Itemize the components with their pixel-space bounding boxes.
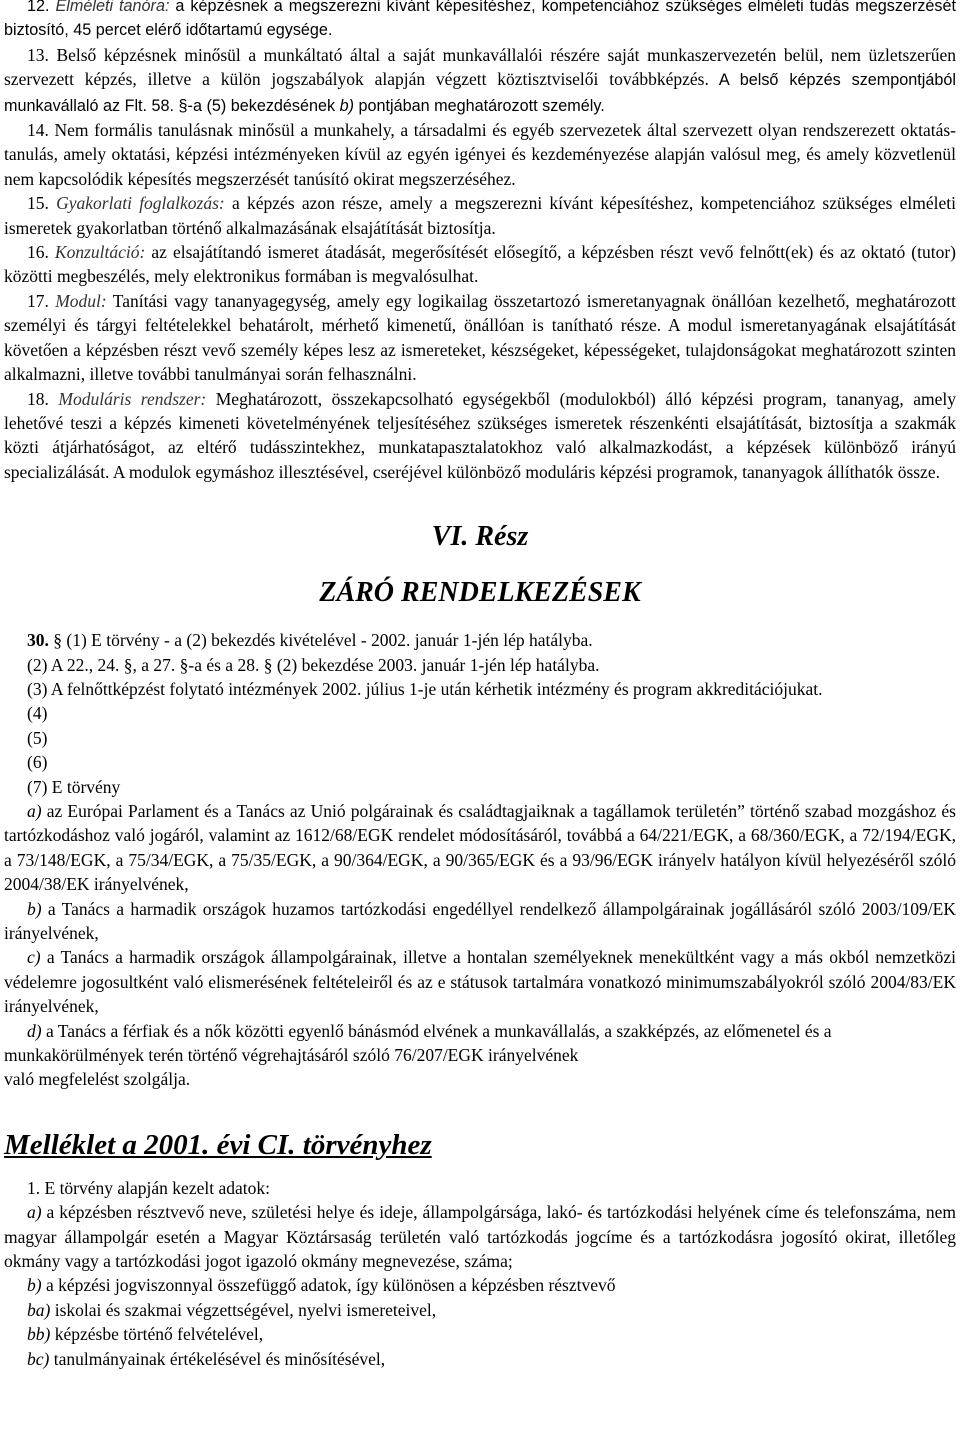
definition-text: a képzésnek a megszerezni kívánt képesítéshez, kompetenciához szükséges elméleti tudás megszerzését biztosító, 45 percet elérő időtartamú egysége. bbox=[4, 0, 956, 40]
definition-16 bbox=[4, 240, 956, 289]
item-number: 13. bbox=[27, 44, 49, 65]
point-label: b) bbox=[339, 96, 355, 115]
section-30-point-d bbox=[4, 1019, 956, 1068]
section-30-line-2: (2) A 22., 24. §, a 27. §-a és a 28. § (2) bekezdése 2003. január 1-jén lép hatályba. bbox=[27, 654, 600, 675]
section-30-line-6: (6) bbox=[27, 752, 48, 773]
section-30-point-c bbox=[4, 945, 956, 1018]
annex-point-b bbox=[4, 1273, 956, 1297]
definition-text: Meghatározott, összekapcsolható egységekből (modulokból) álló képzési program, tananyag, amely lehetővé teszi a képzés kimeneti követelményének teljesítéséhez szükséges ismeretek részenkénti elsajátítását, biztosítja a szakmák közti átjárhatóságot, az eltérő tudásszintekhez, munkatapasztalatokhoz való alkalmazkodást, a képzések különböző irányú specializálását. A modulok egymáshoz illesztésével, cseréjével különböző moduláris képzési programok, tananyagok állíthatók össze. bbox=[4, 388, 956, 482]
definition-text: Nem formális tanulásnak minősül a munkahely, a társadalmi és egyéb szervezetek által szervezett olyan rendszerezett oktatás-tanulás, amely oktatási, képzési intézményeken kívül az egyén igényei és kezdeményezése alapján valósul meg, és amely közvetlenül nem kapcsolódik képesítés megszerzését tanúsító okirat megszerzéséhez. bbox=[4, 120, 956, 189]
defined-term: Moduláris rendszer: bbox=[58, 388, 207, 409]
definition-17 bbox=[4, 289, 956, 387]
annex-point-ba bbox=[4, 1298, 956, 1322]
definition-14 bbox=[4, 118, 956, 191]
point-label: b) bbox=[27, 898, 42, 919]
definition-15 bbox=[4, 191, 956, 240]
item-number: 12. bbox=[27, 0, 50, 15]
point-text: a Tanács a férfiak és a nők közötti egyenlő bánásmód elvének a munkavállalás, a szakképzés, az előmenetel és a munkakörülmények terén történő végrehajtásáról szóló 76/207/EGK irányelvének bbox=[4, 1020, 832, 1066]
definition-text-part: pontjában meghatározott személy. bbox=[354, 96, 605, 115]
point-text: az Európai Parlament és a Tanács az Unió polgárainak és családtagjaiknak a tagállamok területén” történő szabad mozgáshoz és tartózkodáshoz való jogáról, valamint az 1612/68/EGK rendelet módosításáról, továbbá a 64/221/EGK, a 68/360/EGK, a 72/194/EGK, a 73/148/EGK, a 75/34/EGK, a 75/35/EGK, a 90/364/EGK, a 90/365/EGK és a 93/96/EGK irányelv hatályon kívül helyezéséről szóló 2004/38/EK irányelvének, bbox=[4, 800, 956, 895]
point-text: képzésbe történő felvételével, bbox=[50, 1324, 264, 1345]
item-number: 18. bbox=[27, 388, 49, 409]
annex-line-1: 1. E törvény alapján kezelt adatok: bbox=[27, 1177, 270, 1198]
definition-text-part: A belső képzés szempontjából munkavállaló az Flt. 58. §-a (5) bekezdésének bbox=[4, 71, 956, 115]
item-number: 17. bbox=[27, 290, 49, 311]
defined-term: Modul: bbox=[55, 290, 107, 311]
section-30-line-4: (4) bbox=[27, 703, 48, 724]
annex-point-bb bbox=[4, 1322, 956, 1346]
section-30-closing: való megfelelést szolgálja. bbox=[4, 1069, 191, 1090]
point-label: a) bbox=[27, 1202, 42, 1223]
defined-term: Konzultáció: bbox=[54, 242, 146, 263]
point-label: d) bbox=[27, 1020, 42, 1041]
part-subtitle: ZÁRÓ RENDELKEZÉSEK bbox=[319, 577, 641, 609]
definition-text: az elsajátítandó ismeret átadását, megerősítését elősegítő, a képzésben részt vevő felnőtt(ek) és az oktató (tutor) közötti megbeszélés, mely elektronikus formában is megvalósulhat. bbox=[4, 242, 956, 287]
section-30-point-a bbox=[4, 799, 956, 897]
section-30-line-5: (5) bbox=[27, 727, 48, 748]
point-label: bb) bbox=[27, 1324, 51, 1345]
definition-text: Tanítási vagy tananyagegység, amely egy logikailag összetartozó ismeretanyagnak önállóan kezelhető, meghatározott személyi és tárgyi feltételekkel behatárolt, mérhető kimenetű, önállóan is tanítható része. A modul ismeretanyagának elsajátítását követően a képzésben részt vevő személy képes lesz az ismereteket, készségeket, képességeket, tulajdonságokat meghatározott szinten alkalmazni, illetve további tanulmányai során felhasználni. bbox=[4, 290, 957, 385]
item-number: 14. bbox=[27, 120, 49, 141]
defined-term: Elméleti tanóra: bbox=[55, 0, 170, 15]
definition-12 bbox=[4, 0, 956, 43]
section-30-line-3: (3) A felnőttképzést folytató intézmények 2002. július 1-je után kérhetik intézmény és program akkreditációjukat. bbox=[27, 678, 823, 699]
point-text: a képzési jogviszonnyal összefüggő adatok, így különösen a képzésben résztvevő bbox=[41, 1275, 616, 1296]
item-number: 16. bbox=[27, 242, 49, 263]
point-text: tanulmányainak értékelésével és minősítésével, bbox=[49, 1348, 386, 1369]
defined-term: Gyakorlati foglalkozás: bbox=[56, 193, 225, 214]
definition-text: a képzés azon része, amely a megszerezni kívánt képesítéshez, kompetenciához szükséges elméleti ismeretek gyakorlatban történő alkalmazásának elsajátítását biztosítja. bbox=[4, 193, 956, 238]
section-text: § (1) E törvény - a (2) bekezdés kivételével - 2002. január 1-jén lép hatályba. bbox=[48, 630, 593, 651]
point-text: a képzésben résztvevő neve, születési helye és ideje, állampolgársága, lakó- és tartózkodási helyének címe és telefonszáma, nem magyar állampolgár esetén a Magyar Köztársaság területén való tartózkodás jogcíme és a tartózkodásra jogosító okirat, illetőleg okmány vagy a tartózkodási jogot igazoló okmány megnevezése, száma; bbox=[4, 1202, 956, 1272]
definition-13 bbox=[4, 43, 956, 118]
point-label: bc) bbox=[27, 1348, 50, 1369]
point-label: ba) bbox=[27, 1299, 51, 1320]
item-number: 15. bbox=[27, 193, 49, 214]
annex-point-bc bbox=[4, 1347, 956, 1371]
definition-text: Belső képzésnek minősül a munkáltató által a saját munkavállalói részére saját munkaszervezetén belül, nem üzletszerűen szervezett képzés, illetve a külön jogszabályok alapján végzett köztisztviselői továbbképzés. bbox=[4, 44, 956, 90]
point-text: a Tanács a harmadik országok huzamos tartózkodási engedéllyel rendelkező állampolgárainak jogállásáról szóló 2003/109/EK irányelvének, bbox=[4, 898, 956, 943]
part-title: VI. Rész bbox=[431, 521, 529, 553]
point-text: iskolai és szakmai végzettségével, nyelvi ismereteivel, bbox=[50, 1299, 437, 1320]
point-label: a) bbox=[27, 800, 42, 821]
section-30-line-1 bbox=[4, 628, 956, 652]
section-30-line-7: (7) E törvény bbox=[27, 776, 121, 797]
annex-title: Melléklet a 2001. évi CI. törvényhez bbox=[4, 1128, 432, 1161]
point-label: b) bbox=[27, 1275, 42, 1296]
section-30-point-b bbox=[4, 897, 956, 946]
point-label: c) bbox=[27, 947, 41, 968]
point-text: a Tanács a harmadik országok állampolgárainak, illetve a hontalan személyeknek menekültként vagy a más okból nemzetközi védelemre jogosultként való elismerésének feltételeiről és az e státusok tartalmára vonatkozó minimumszabályokról szóló 2004/83/EK irányelvének, bbox=[4, 947, 956, 1017]
definition-18 bbox=[4, 387, 956, 485]
section-number: 30. bbox=[27, 630, 49, 651]
annex-point-a bbox=[4, 1200, 956, 1273]
